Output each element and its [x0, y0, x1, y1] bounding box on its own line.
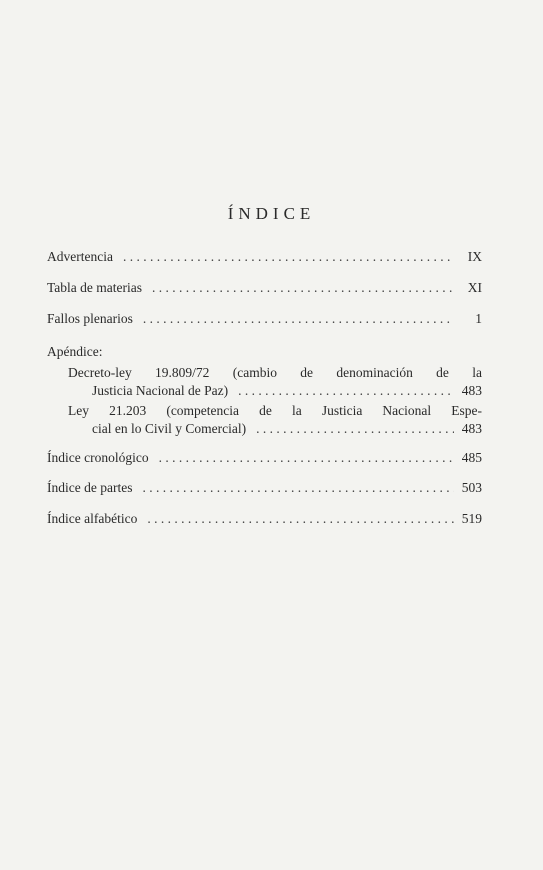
leader-dots: [142, 479, 453, 497]
leader-dots: [143, 310, 454, 328]
appendix-item-line1: Ley 21.203 (competencia de la Justicia Nacional Espe-: [68, 403, 482, 418]
appendix-item-ley: [68, 402, 482, 438]
toc-page: 503: [461, 480, 482, 495]
appendix-item-decreto: [68, 364, 482, 400]
toc-page: 1: [475, 311, 482, 326]
toc-entry-tabla: [47, 279, 482, 297]
leader-dots: [238, 382, 454, 400]
leader-dots: [147, 510, 453, 528]
toc-page: 519: [461, 511, 482, 526]
toc-page: XI: [467, 280, 482, 295]
leader-dots: [256, 420, 454, 438]
toc-entry-partes: [47, 479, 482, 497]
toc-label: Índice de partes: [47, 480, 133, 495]
toc-entry-alfabetico: [47, 510, 482, 528]
toc-page: 485: [461, 450, 482, 465]
leader-dots: [152, 279, 454, 297]
toc-page: 483: [461, 383, 482, 398]
appendix-item-line2: cial en lo Civil y Comercial): [92, 421, 247, 436]
toc-entry-fallos: [47, 310, 482, 328]
toc-page: 483: [461, 421, 482, 436]
appendix-item-line2: Justicia Nacional de Paz): [92, 383, 229, 398]
appendix-item-line1: Decreto-ley 19.809/72 (cambio de denominación de la: [68, 365, 482, 380]
leader-dots: [159, 449, 454, 467]
toc-entry-advertencia: [47, 248, 482, 266]
toc-page: IX: [467, 249, 482, 264]
leader-dots: [123, 248, 454, 266]
page-title: ÍNDICE: [227, 204, 316, 223]
appendix-heading: Apéndice:: [47, 344, 103, 359]
toc-label: Fallos plenarios: [47, 311, 133, 326]
toc-label: Advertencia: [47, 249, 113, 264]
toc-label: Índice cronológico: [47, 450, 149, 465]
toc-label: Índice alfabético: [47, 511, 138, 526]
toc-label: Tabla de materias: [47, 280, 143, 295]
toc-entry-cronologico: [47, 449, 482, 467]
